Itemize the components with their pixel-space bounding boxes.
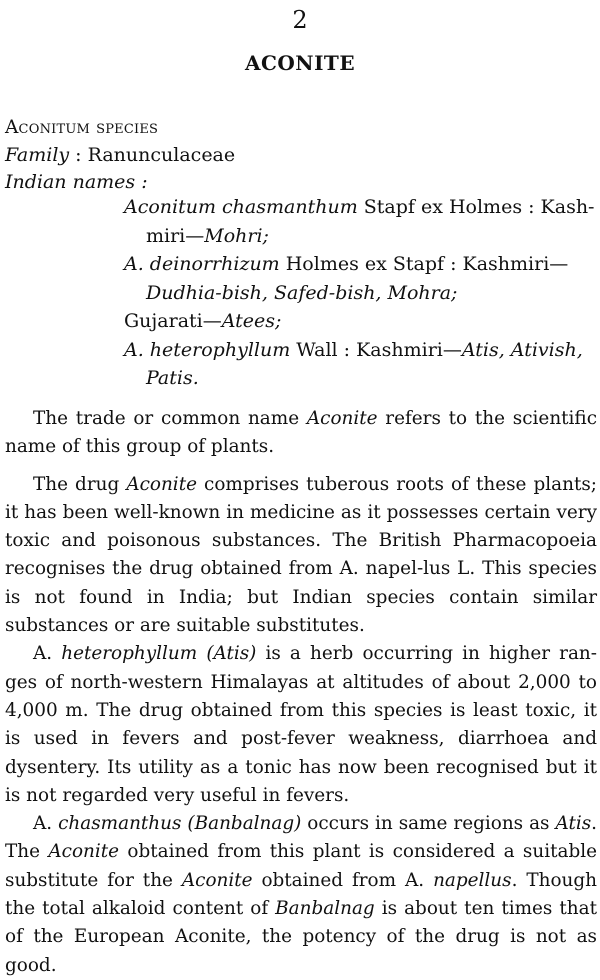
page-number: 2 <box>292 6 308 34</box>
paragraph: The drug Aconite comprises tuberous roots of these plants; it has been well-known in medicine as it possesses certain very toxic and poisonous substances. The British Pharmacopoeia recognises the drug obtained from A. napel-lus L. This species is not found in India; but Indian species contain similar substances or are suitable substitutes. <box>5 473 597 637</box>
body-text <box>5 405 597 980</box>
family-label: Family <box>5 143 70 166</box>
indian-names-label: Indian names : <box>5 171 148 193</box>
family-line: Family : Ranunculaceae <box>5 143 236 166</box>
paragraph: The trade or common name Aconite refers to the scientific name of this group of plants. <box>5 408 597 458</box>
paragraph: A. chasmanthus (Banbalnag) occurs in same regions as Atis. The Aconite obtained from this plant is considered a suitable substitute for the Aconite obtained from A. napellus. Though the total alkaloid content of Banbalnag is about ten times that of the European Aconite, the potency of the drug is not as good. <box>5 813 598 976</box>
chapter-title: ACONITE <box>244 51 356 75</box>
family-value: Ranunculaceae <box>87 143 236 166</box>
plant-meta <box>5 114 595 197</box>
name-entry: Gujarati—Atees; <box>124 310 282 332</box>
species-heading: Aconitum species <box>5 117 159 138</box>
name-entry: A. heterophyllum Wall : Kashmiri—Atis, Ativish, Patis. <box>124 338 583 389</box>
name-entry: A. deinorrhizum Holmes ex Stapf : Kashmiri—Dudhia-bish, Safed-bish, Mohra; <box>124 253 569 304</box>
indian-names-list <box>124 193 596 393</box>
paragraph: A. heterophyllum (Atis) is a herb occurring in higher ran-ges of north-western Himalayas at altitudes of about 2,000 to 4,000 m. The drug obtained from this species is least toxic, it is used in fevers and post-fever weakness, diarrhoea and dysentery. Its utility as a tonic has now been recognised but it is not regarded very useful in fevers. <box>5 643 597 806</box>
name-entry: Aconitum chasmanthum Stapf ex Holmes : Kash-miri—Mohri; <box>124 196 595 247</box>
